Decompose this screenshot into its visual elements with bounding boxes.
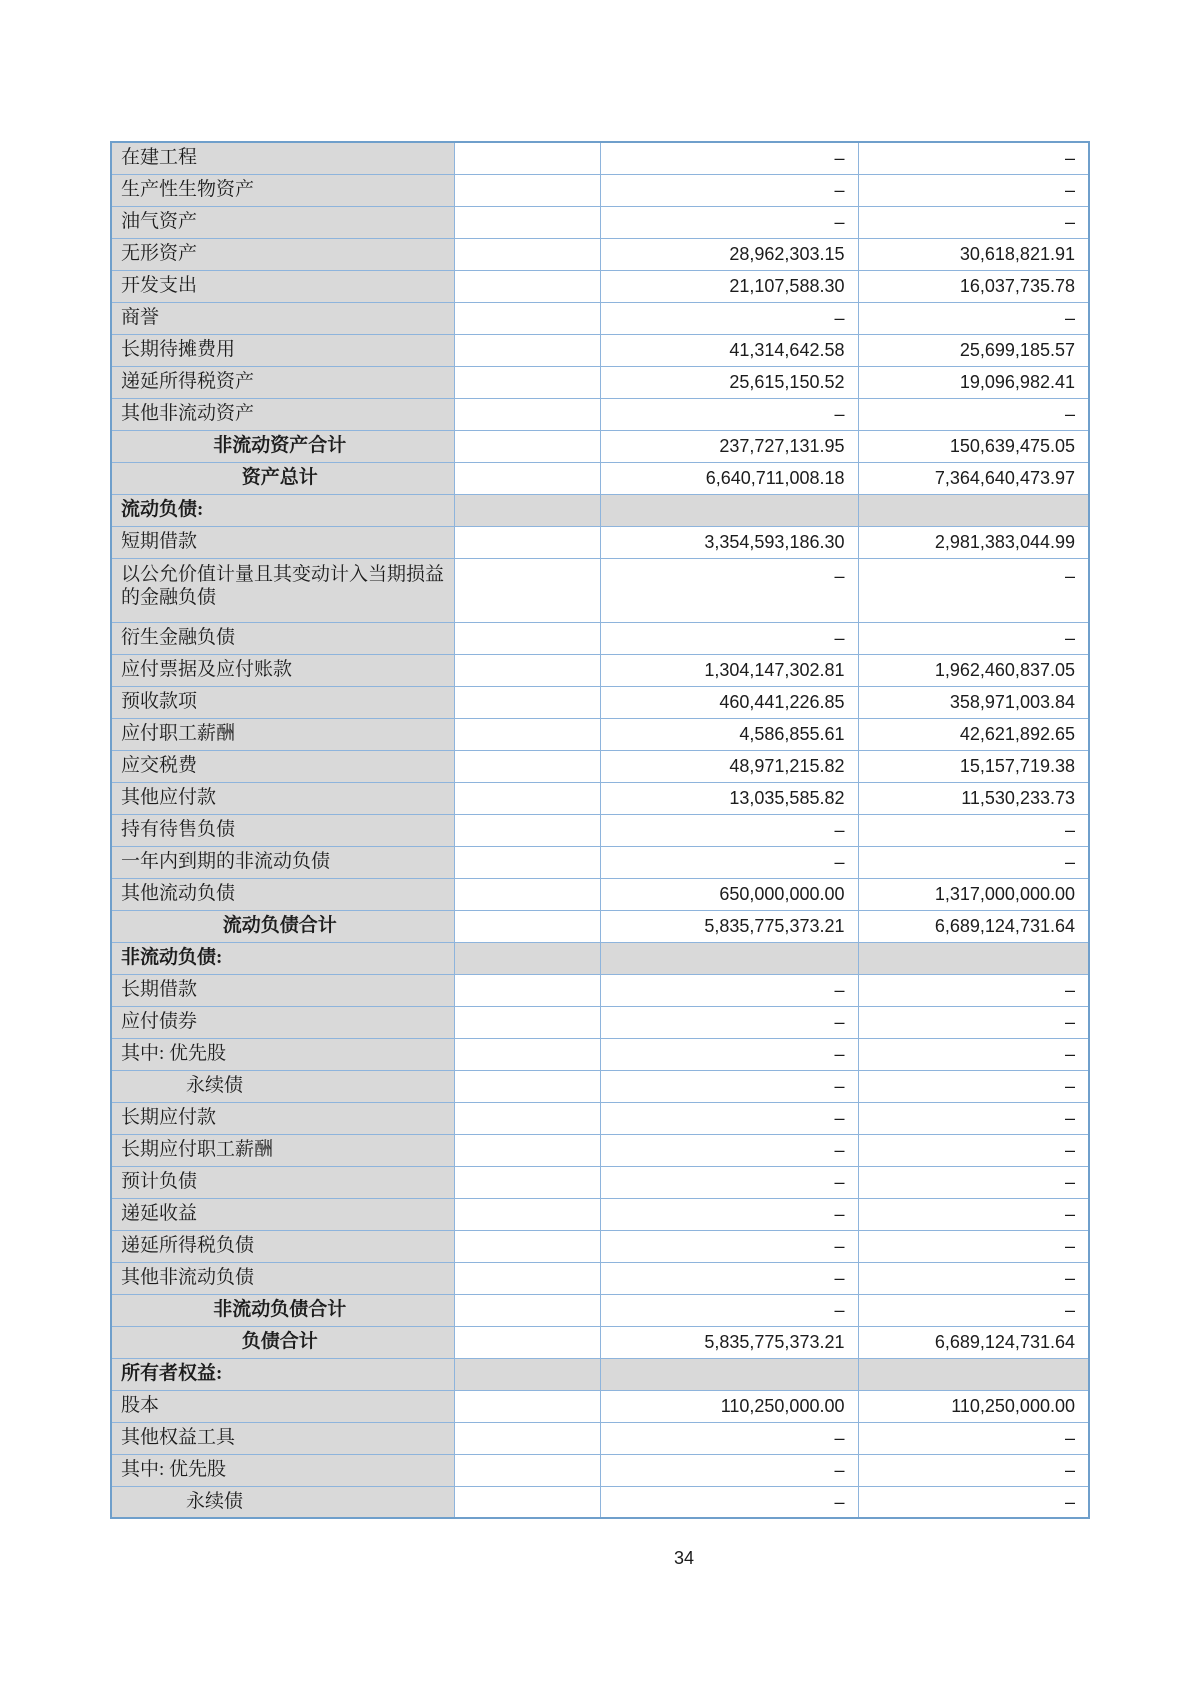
row-note-cell xyxy=(454,686,600,718)
table-row xyxy=(111,526,1089,558)
table-row xyxy=(111,974,1089,1006)
row-current-period-value: 25,615,150.52 xyxy=(600,366,858,398)
row-item-label: 无形资产 xyxy=(111,238,454,270)
row-current-period-value xyxy=(600,942,858,974)
row-current-period-value: – xyxy=(600,1102,858,1134)
row-prior-period-value: – xyxy=(858,1486,1089,1518)
table-row xyxy=(111,1422,1089,1454)
row-prior-period-value: – xyxy=(858,1070,1089,1102)
row-note-cell xyxy=(454,878,600,910)
row-current-period-value: – xyxy=(600,174,858,206)
table-row xyxy=(111,398,1089,430)
table-row xyxy=(111,558,1089,622)
row-current-period-value: – xyxy=(600,1134,858,1166)
table-row xyxy=(111,1198,1089,1230)
table-row xyxy=(111,622,1089,654)
row-item-label: 非流动负债: xyxy=(111,942,454,974)
table-row xyxy=(111,1454,1089,1486)
table-row xyxy=(111,1390,1089,1422)
row-item-label: 生产性生物资产 xyxy=(111,174,454,206)
row-note-cell xyxy=(454,1454,600,1486)
row-note-cell xyxy=(454,1198,600,1230)
row-current-period-value: – xyxy=(600,398,858,430)
row-item-label: 预计负债 xyxy=(111,1166,454,1198)
row-current-period-value: 6,640,711,008.18 xyxy=(600,462,858,494)
table-row xyxy=(111,750,1089,782)
table-row xyxy=(111,910,1089,942)
row-item-label: 负债合计 xyxy=(111,1326,454,1358)
row-item-label: 持有待售负债 xyxy=(111,814,454,846)
row-prior-period-value: 150,639,475.05 xyxy=(858,430,1089,462)
row-current-period-value: – xyxy=(600,1294,858,1326)
row-item-label: 衍生金融负债 xyxy=(111,622,454,654)
row-note-cell xyxy=(454,206,600,238)
row-note-cell xyxy=(454,1326,600,1358)
row-item-label: 油气资产 xyxy=(111,206,454,238)
row-item-label: 预收款项 xyxy=(111,686,454,718)
row-prior-period-value: – xyxy=(858,1454,1089,1486)
row-current-period-value: 237,727,131.95 xyxy=(600,430,858,462)
row-item-label: 流动负债: xyxy=(111,494,454,526)
row-prior-period-value: – xyxy=(858,1102,1089,1134)
row-prior-period-value: – xyxy=(858,846,1089,878)
row-item-label: 永续债 xyxy=(111,1070,454,1102)
row-note-cell xyxy=(454,1390,600,1422)
table-row xyxy=(111,1230,1089,1262)
row-note-cell xyxy=(454,238,600,270)
row-item-label: 应付票据及应付账款 xyxy=(111,654,454,686)
row-note-cell xyxy=(454,302,600,334)
row-note-cell xyxy=(454,846,600,878)
row-current-period-value: 21,107,588.30 xyxy=(600,270,858,302)
row-prior-period-value: 25,699,185.57 xyxy=(858,334,1089,366)
row-current-period-value: 41,314,642.58 xyxy=(600,334,858,366)
row-item-label: 短期借款 xyxy=(111,526,454,558)
row-prior-period-value: – xyxy=(858,558,1089,622)
row-item-label: 应交税费 xyxy=(111,750,454,782)
row-prior-period-value: – xyxy=(858,1134,1089,1166)
row-prior-period-value: – xyxy=(858,398,1089,430)
row-item-label: 商誉 xyxy=(111,302,454,334)
row-item-label: 其他权益工具 xyxy=(111,1422,454,1454)
row-current-period-value: – xyxy=(600,1486,858,1518)
page-number: 34 xyxy=(673,1548,695,1568)
row-note-cell xyxy=(454,1038,600,1070)
row-prior-period-value: – xyxy=(858,622,1089,654)
row-item-label: 长期应付款 xyxy=(111,1102,454,1134)
row-item-label: 长期借款 xyxy=(111,974,454,1006)
row-item-label: 流动负债合计 xyxy=(111,910,454,942)
row-item-label: 其他非流动资产 xyxy=(111,398,454,430)
row-current-period-value: 1,304,147,302.81 xyxy=(600,654,858,686)
table-row xyxy=(111,1326,1089,1358)
row-note-cell xyxy=(454,718,600,750)
row-item-label: 永续债 xyxy=(111,1486,454,1518)
row-prior-period-value: 110,250,000.00 xyxy=(858,1390,1089,1422)
table-row xyxy=(111,1166,1089,1198)
row-item-label: 一年内到期的非流动负债 xyxy=(111,846,454,878)
row-note-cell xyxy=(454,270,600,302)
balance-sheet xyxy=(110,141,1090,1519)
row-note-cell xyxy=(454,494,600,526)
row-note-cell xyxy=(454,750,600,782)
row-prior-period-value: 7,364,640,473.97 xyxy=(858,462,1089,494)
row-prior-period-value: – xyxy=(858,1038,1089,1070)
row-item-label: 递延所得税负债 xyxy=(111,1230,454,1262)
table-row xyxy=(111,686,1089,718)
row-item-label: 所有者权益: xyxy=(111,1358,454,1390)
table-row xyxy=(111,430,1089,462)
row-note-cell xyxy=(454,782,600,814)
table-row xyxy=(111,238,1089,270)
row-current-period-value: – xyxy=(600,142,858,174)
row-note-cell xyxy=(454,1166,600,1198)
row-prior-period-value: 6,689,124,731.64 xyxy=(858,1326,1089,1358)
table-row xyxy=(111,1486,1089,1518)
row-item-label: 资产总计 xyxy=(111,462,454,494)
row-note-cell xyxy=(454,366,600,398)
table-row xyxy=(111,302,1089,334)
table-row xyxy=(111,1294,1089,1326)
row-current-period-value: – xyxy=(600,974,858,1006)
table-row xyxy=(111,1134,1089,1166)
row-prior-period-value: – xyxy=(858,206,1089,238)
row-prior-period-value: – xyxy=(858,1262,1089,1294)
table-row xyxy=(111,334,1089,366)
row-item-label: 长期待摊费用 xyxy=(111,334,454,366)
table-row xyxy=(111,878,1089,910)
row-note-cell xyxy=(454,558,600,622)
row-prior-period-value: 1,962,460,837.05 xyxy=(858,654,1089,686)
row-prior-period-value: 42,621,892.65 xyxy=(858,718,1089,750)
row-note-cell xyxy=(454,654,600,686)
row-current-period-value: 3,354,593,186.30 xyxy=(600,526,858,558)
row-current-period-value: 5,835,775,373.21 xyxy=(600,910,858,942)
row-current-period-value: – xyxy=(600,1006,858,1038)
row-prior-period-value xyxy=(858,1358,1089,1390)
row-note-cell xyxy=(454,1422,600,1454)
table-row xyxy=(111,494,1089,526)
row-item-label: 其他应付款 xyxy=(111,782,454,814)
row-item-label: 股本 xyxy=(111,1390,454,1422)
row-item-label: 应付职工薪酬 xyxy=(111,718,454,750)
row-prior-period-value: – xyxy=(858,974,1089,1006)
row-note-cell xyxy=(454,974,600,1006)
row-prior-period-value: 6,689,124,731.64 xyxy=(858,910,1089,942)
row-note-cell xyxy=(454,910,600,942)
row-prior-period-value: – xyxy=(858,174,1089,206)
table-row xyxy=(111,654,1089,686)
table-row xyxy=(111,206,1089,238)
row-current-period-value: 4,586,855.61 xyxy=(600,718,858,750)
row-note-cell xyxy=(454,1230,600,1262)
row-prior-period-value: 1,317,000,000.00 xyxy=(858,878,1089,910)
row-note-cell xyxy=(454,1006,600,1038)
row-prior-period-value xyxy=(858,942,1089,974)
table-row xyxy=(111,814,1089,846)
row-note-cell xyxy=(454,430,600,462)
row-current-period-value: – xyxy=(600,1038,858,1070)
row-current-period-value: 460,441,226.85 xyxy=(600,686,858,718)
table-row xyxy=(111,1102,1089,1134)
row-item-label: 其中: 优先股 xyxy=(111,1454,454,1486)
table-row xyxy=(111,846,1089,878)
row-current-period-value: 5,835,775,373.21 xyxy=(600,1326,858,1358)
row-current-period-value: – xyxy=(600,302,858,334)
row-current-period-value: 650,000,000.00 xyxy=(600,878,858,910)
row-note-cell xyxy=(454,1134,600,1166)
table-row xyxy=(111,1070,1089,1102)
row-note-cell xyxy=(454,334,600,366)
row-note-cell xyxy=(454,1486,600,1518)
row-note-cell xyxy=(454,398,600,430)
row-item-label: 应付债券 xyxy=(111,1006,454,1038)
row-prior-period-value: 15,157,719.38 xyxy=(858,750,1089,782)
balance-sheet-table xyxy=(110,141,1090,1519)
row-current-period-value: – xyxy=(600,1230,858,1262)
table-row xyxy=(111,1262,1089,1294)
row-item-label: 递延收益 xyxy=(111,1198,454,1230)
row-current-period-value: 48,971,215.82 xyxy=(600,750,858,782)
row-current-period-value: – xyxy=(600,846,858,878)
row-prior-period-value: 11,530,233.73 xyxy=(858,782,1089,814)
row-item-label: 其他非流动负债 xyxy=(111,1262,454,1294)
row-current-period-value xyxy=(600,494,858,526)
row-prior-period-value: 19,096,982.41 xyxy=(858,366,1089,398)
row-note-cell xyxy=(454,1070,600,1102)
row-current-period-value: – xyxy=(600,558,858,622)
row-item-label: 长期应付职工薪酬 xyxy=(111,1134,454,1166)
row-current-period-value: 28,962,303.15 xyxy=(600,238,858,270)
row-note-cell xyxy=(454,1262,600,1294)
row-item-label: 开发支出 xyxy=(111,270,454,302)
row-current-period-value: – xyxy=(600,206,858,238)
row-prior-period-value: 2,981,383,044.99 xyxy=(858,526,1089,558)
row-item-label: 递延所得税资产 xyxy=(111,366,454,398)
row-prior-period-value: – xyxy=(858,1294,1089,1326)
row-current-period-value: – xyxy=(600,1454,858,1486)
row-note-cell xyxy=(454,1294,600,1326)
row-prior-period-value: 30,618,821.91 xyxy=(858,238,1089,270)
row-prior-period-value: – xyxy=(858,1422,1089,1454)
row-item-label: 在建工程 xyxy=(111,142,454,174)
table-row xyxy=(111,174,1089,206)
row-prior-period-value: – xyxy=(858,1230,1089,1262)
table-row xyxy=(111,270,1089,302)
row-item-label: 非流动负债合计 xyxy=(111,1294,454,1326)
table-row xyxy=(111,782,1089,814)
row-current-period-value: – xyxy=(600,1422,858,1454)
row-note-cell xyxy=(454,622,600,654)
row-prior-period-value: 16,037,735.78 xyxy=(858,270,1089,302)
row-current-period-value xyxy=(600,1358,858,1390)
row-note-cell xyxy=(454,1358,600,1390)
row-current-period-value: – xyxy=(600,1070,858,1102)
table-row xyxy=(111,1358,1089,1390)
row-current-period-value: 13,035,585.82 xyxy=(600,782,858,814)
row-current-period-value: 110,250,000.00 xyxy=(600,1390,858,1422)
table-row xyxy=(111,1006,1089,1038)
table-row xyxy=(111,718,1089,750)
row-prior-period-value xyxy=(858,494,1089,526)
row-note-cell xyxy=(454,142,600,174)
table-row xyxy=(111,366,1089,398)
row-note-cell xyxy=(454,174,600,206)
row-prior-period-value: – xyxy=(858,814,1089,846)
row-prior-period-value: – xyxy=(858,1006,1089,1038)
row-note-cell xyxy=(454,462,600,494)
table-row xyxy=(111,142,1089,174)
row-item-label: 其他流动负债 xyxy=(111,878,454,910)
row-current-period-value: – xyxy=(600,1262,858,1294)
row-prior-period-value: 358,971,003.84 xyxy=(858,686,1089,718)
row-current-period-value: – xyxy=(600,622,858,654)
row-prior-period-value: – xyxy=(858,302,1089,334)
row-note-cell xyxy=(454,942,600,974)
row-prior-period-value: – xyxy=(858,1166,1089,1198)
row-prior-period-value: – xyxy=(858,142,1089,174)
row-note-cell xyxy=(454,1102,600,1134)
row-note-cell xyxy=(454,814,600,846)
row-item-label: 以公允价值计量且其变动计入当期损益的金融负债 xyxy=(111,558,454,622)
table-row xyxy=(111,1038,1089,1070)
row-current-period-value: – xyxy=(600,1198,858,1230)
row-note-cell xyxy=(454,526,600,558)
row-item-label: 非流动资产合计 xyxy=(111,430,454,462)
table-row xyxy=(111,942,1089,974)
table-row xyxy=(111,462,1089,494)
row-current-period-value: – xyxy=(600,814,858,846)
row-prior-period-value: – xyxy=(858,1198,1089,1230)
row-item-label: 其中: 优先股 xyxy=(111,1038,454,1070)
row-current-period-value: – xyxy=(600,1166,858,1198)
